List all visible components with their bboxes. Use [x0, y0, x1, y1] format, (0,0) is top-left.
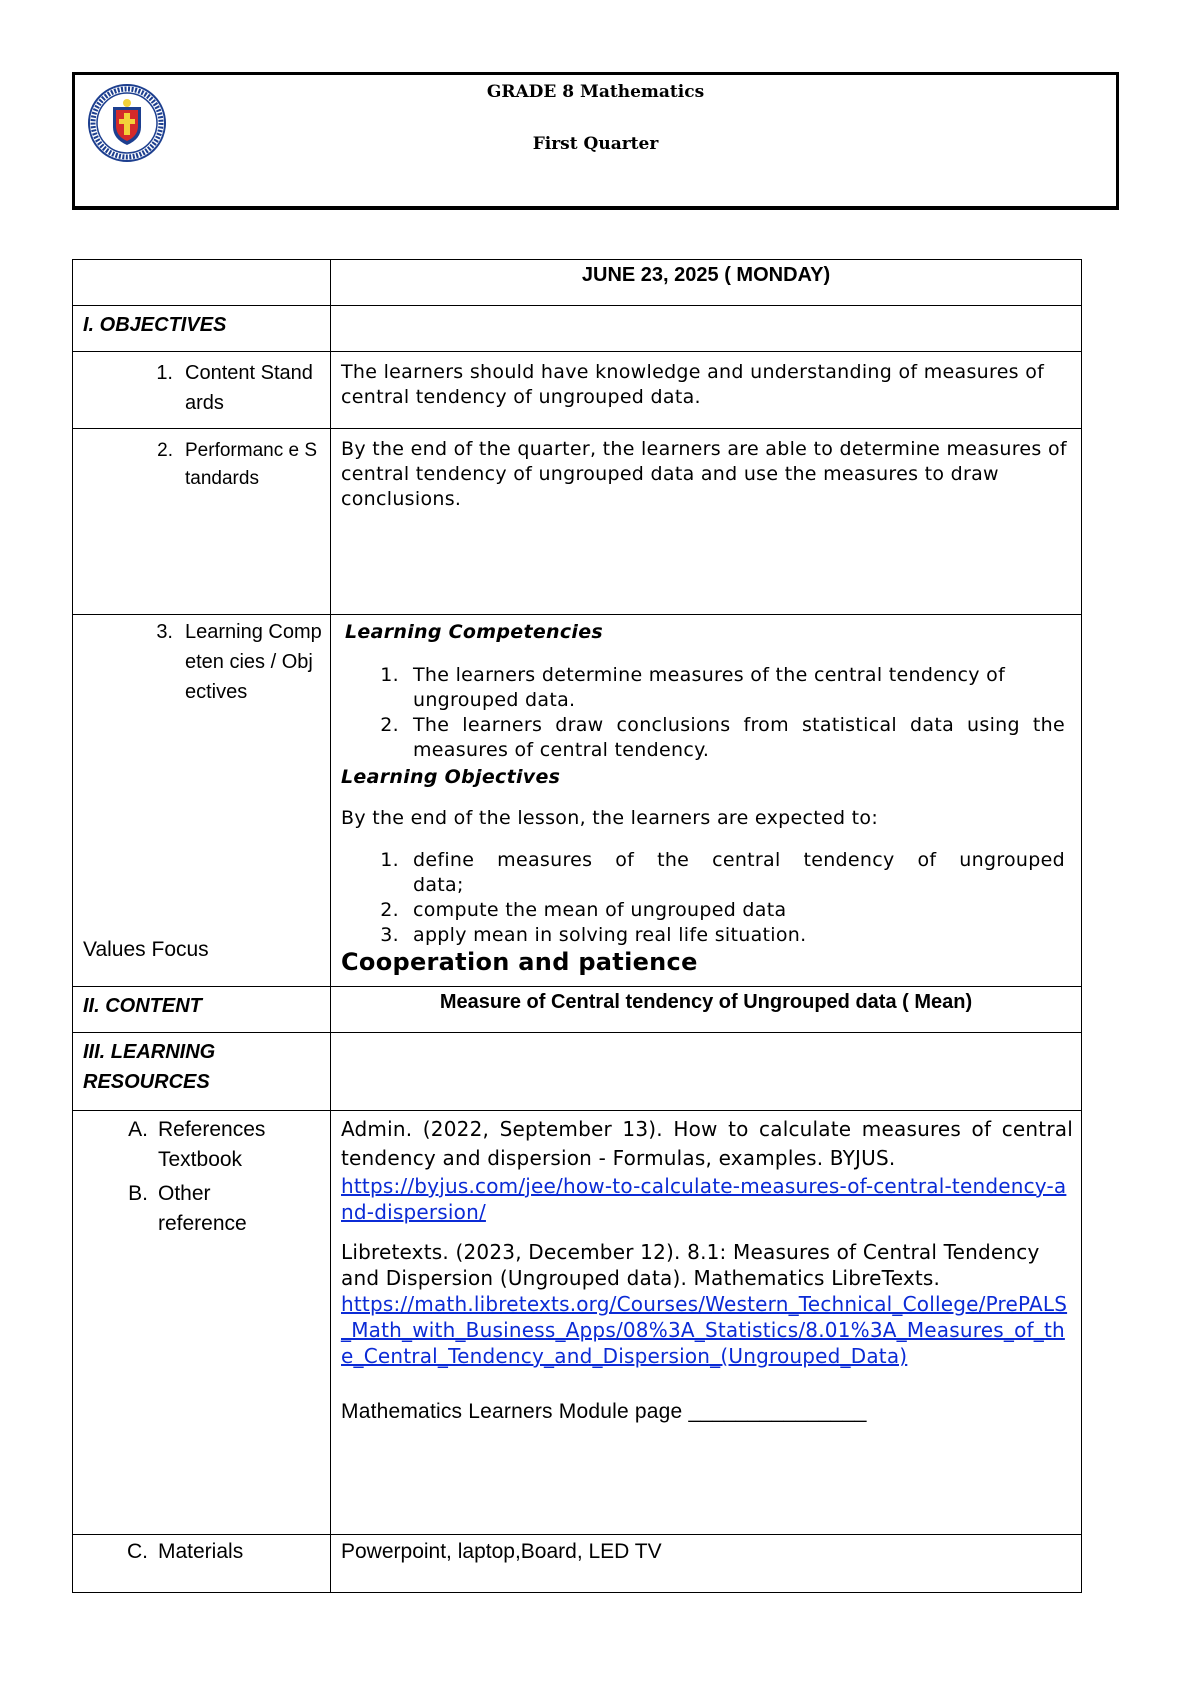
list-item: 1. define measures of the central tendency of ungrouped data;	[380, 849, 1065, 896]
other-reference-label: Other reference	[158, 1182, 247, 1235]
objectives-title: I. OBJECTIVES	[73, 306, 331, 352]
empty-cell	[331, 1033, 1082, 1111]
empty-cell	[73, 260, 331, 306]
objectives-intro: By the end of the lesson, the learners are expected to:	[341, 807, 879, 829]
reference-3-text: Mathematics Learners Module page _______________	[341, 1400, 867, 1423]
content-standards-label: Content Standards	[185, 362, 313, 414]
reference-1-text: Admin. (2022, September 13). How to calculate measures of central tendency and dispersion - Formulas, examples. BYJUS.	[341, 1117, 1073, 1170]
competencies-list	[341, 663, 1073, 763]
materials-label-cell	[73, 1535, 331, 1593]
materials-cell	[331, 1535, 1082, 1593]
lesson-date: JUNE 23, 2025 ( MONDAY)	[331, 260, 1082, 306]
materials-text: Powerpoint, laptop,Board, LED TV	[341, 1540, 662, 1563]
performance-standards-label: Performanc e Standards	[185, 440, 317, 489]
objectives-list	[341, 848, 1073, 948]
document-header	[72, 72, 1119, 210]
table-row	[73, 615, 1082, 987]
list-item: 2. compute the mean of ungrouped data	[380, 899, 787, 921]
values-focus-label: Values Focus	[83, 938, 209, 961]
item-number: 3.	[156, 621, 173, 643]
list-item: 3. apply mean in solving real life situation.	[380, 924, 807, 946]
item-letter: C.	[127, 1540, 148, 1563]
competencies-label: Learning Competen cies / Objectives	[185, 621, 322, 703]
performance-standards-cell	[331, 429, 1082, 615]
content-standards-text: The learners should have knowledge and understanding of measures of central tendency of ungrouped data.	[341, 361, 1045, 408]
values-focus-text: Cooperation and patience	[341, 948, 698, 976]
reference-1-link[interactable]: https://byjus.com/jee/how-to-calculate-measures-of-central-tendency-and-dispersion/	[341, 1174, 1067, 1224]
list-item: 1. The learners determine measures of the central tendency of ungrouped data.	[380, 664, 1006, 711]
item-number: 2.	[157, 440, 173, 461]
table-row	[73, 1033, 1082, 1111]
item-number: 1.	[156, 362, 173, 384]
table-row	[73, 352, 1082, 429]
competencies-cell	[331, 615, 1082, 987]
table-row	[73, 987, 1082, 1033]
learning-objectives-heading: Learning Objectives	[341, 766, 561, 788]
competencies-label-cell	[73, 615, 331, 987]
materials-label: Materials	[158, 1540, 244, 1563]
table-row	[73, 260, 1082, 306]
lesson-plan-table	[72, 259, 1082, 1593]
reference-2-link[interactable]: https://math.libretexts.org/Courses/Western_Technical_College/PrePALS_Math_with_Business_Apps/08%3A_Statistics/8.01%3A_Measures_of_the_Central_Tendency_and_Dispersion_(Ungrouped_Data)	[341, 1292, 1068, 1368]
item-letter: B.	[128, 1182, 148, 1205]
content-standards-cell	[331, 352, 1082, 429]
reference-2-text: Libretexts. (2023, December 12). 8.1: Measures of Central Tendency and Dispersion (Ungrouped data). Mathematics LibreTexts.	[341, 1240, 1040, 1290]
references-cell	[331, 1111, 1082, 1535]
item-letter: A.	[128, 1118, 148, 1141]
table-row	[73, 1111, 1082, 1535]
empty-cell	[331, 306, 1082, 352]
list-item: 2. The learners draw conclusions from statistical data using the measures of central tendency.	[380, 714, 1065, 761]
performance-standards-label-cell	[73, 429, 331, 615]
table-row	[73, 1535, 1082, 1593]
table-row	[73, 306, 1082, 352]
table-row	[73, 429, 1082, 615]
document-subtitle: First Quarter	[532, 134, 659, 154]
content-topic: Measure of Central tendency of Ungrouped data ( Mean)	[331, 987, 1082, 1033]
learning-competencies-heading: Learning Competencies	[345, 621, 604, 643]
performance-standards-text: By the end of the quarter, the learners are able to determine measures of central tendency of ungrouped data and use the measures to draw conclusions.	[341, 438, 1067, 510]
references-textbook-label: References Textbook	[158, 1118, 266, 1171]
resources-title: III. LEARNING RESOURCES	[73, 1033, 331, 1111]
content-standards-label-cell	[73, 352, 331, 429]
references-label-cell	[73, 1111, 331, 1535]
content-title: II. CONTENT	[73, 987, 331, 1033]
document-title: GRADE 8 Mathematics	[486, 82, 705, 102]
